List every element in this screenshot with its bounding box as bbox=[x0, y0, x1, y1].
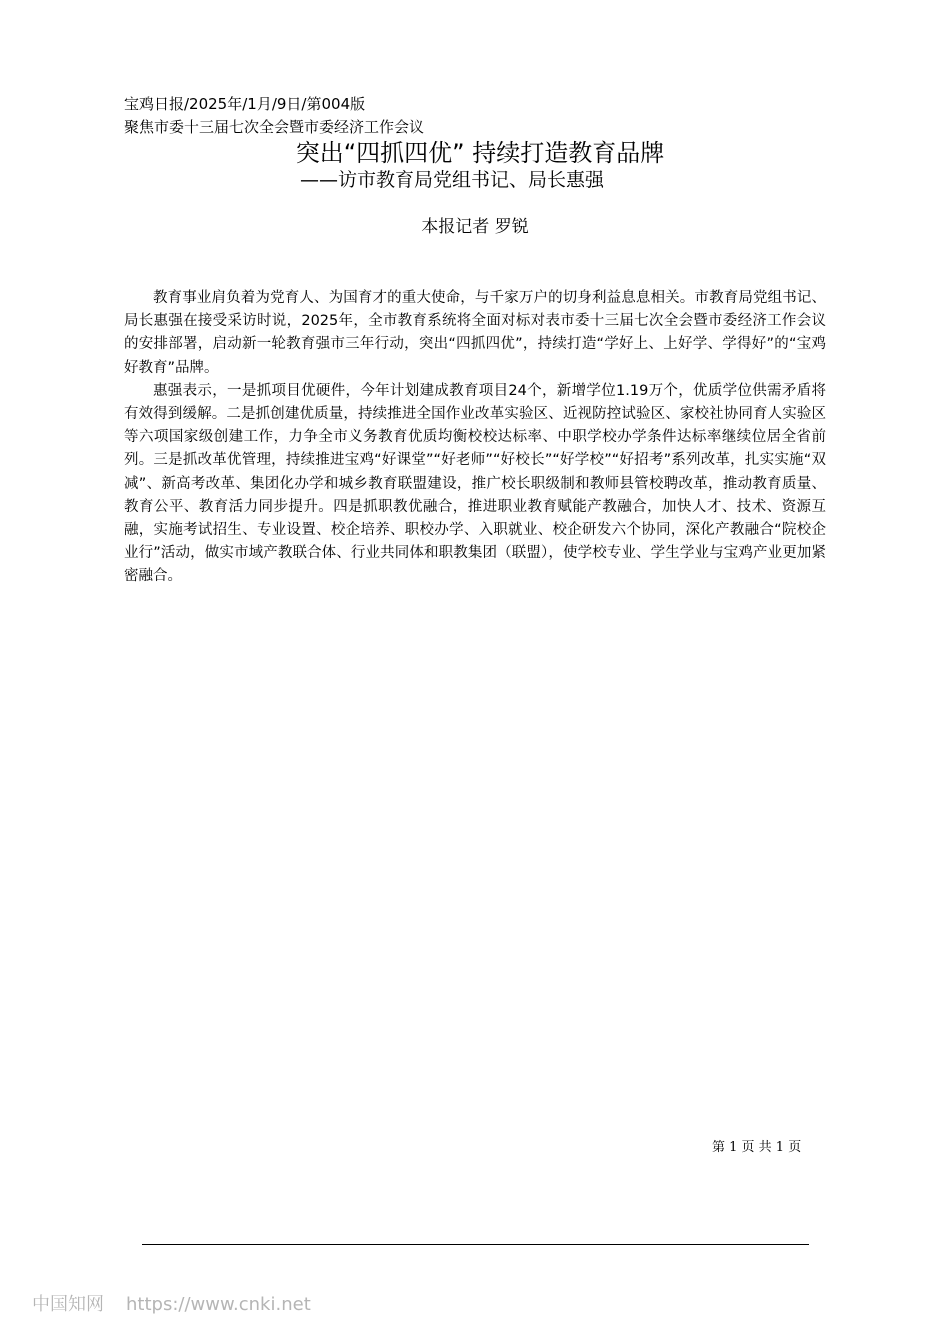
footer-divider bbox=[142, 1244, 809, 1245]
watermark-brand: 中国知网 bbox=[32, 1294, 104, 1315]
article-body bbox=[124, 287, 826, 589]
paragraph: 惠强表示，一是抓项目优硬件，今年计划建成教育项目24个，新增学位1.19万个，优质学位供需矛盾将有效得到缓解。二是抓创建优质量，持续推进全国作业改革实验区、近视防控试验区、家校社协同育人实验区等六项国家级创建工作，力争全市义务教育优质均衡校校达标率、中职学校办学条件达标率继续位居全省前列。三是抓改革优管理，持续推进宝鸡“好课堂”“好老师”“好校长”“好学校”“好招考”系列改革，扎实实施“双减”、新高考改革、集团化办学和城乡教育联盟建设，推广校长职级制和教师县管校聘改革，推动教育质量、教育公平、教育活力同步提升。四是抓职教优融合，推进职业教育赋能产教融合，加快人才、技术、资源互融，实施考试招生、专业设置、校企培养、职校办学、入职就业、校企研发六个协同，深化产教融合“院校企业行”活动，做实市域产教联合体、行业共同体和职教集团（联盟），使学校专业、学生学业与宝鸡产业更加紧密融合。 bbox=[124, 382, 826, 585]
column-line: 聚焦市委十三届七次全会暨市委经济工作会议 bbox=[124, 118, 425, 136]
watermark bbox=[32, 1293, 311, 1317]
page-number: 第 1 页 共 1 页 bbox=[712, 1140, 802, 1155]
article-byline: 本报记者 罗锐 bbox=[421, 217, 529, 237]
article-title: 突出“四抓四优” 持续打造教育品牌 bbox=[295, 139, 665, 167]
article-subtitle: ——访市教育局党组书记、局长惠强 bbox=[300, 169, 605, 191]
source-line: 宝鸡日报/2025年/1月/9日/第004版 bbox=[124, 95, 366, 113]
watermark-url: https://www.cnki.net bbox=[126, 1294, 311, 1315]
paragraph: 教育事业肩负着为党育人、为国育才的重大使命，与千家万户的切身利益息息相关。市教育局党组书记、局长惠强在接受采访时说，2025年，全市教育系统将全面对标对表市委十三届七次全会暨市委经济工作会议的安排部署，启动新一轮教育强市三年行动，突出“四抓四优”，持续打造“学好上、上好学、学得好”的“宝鸡好教育”品牌。 bbox=[124, 290, 826, 376]
